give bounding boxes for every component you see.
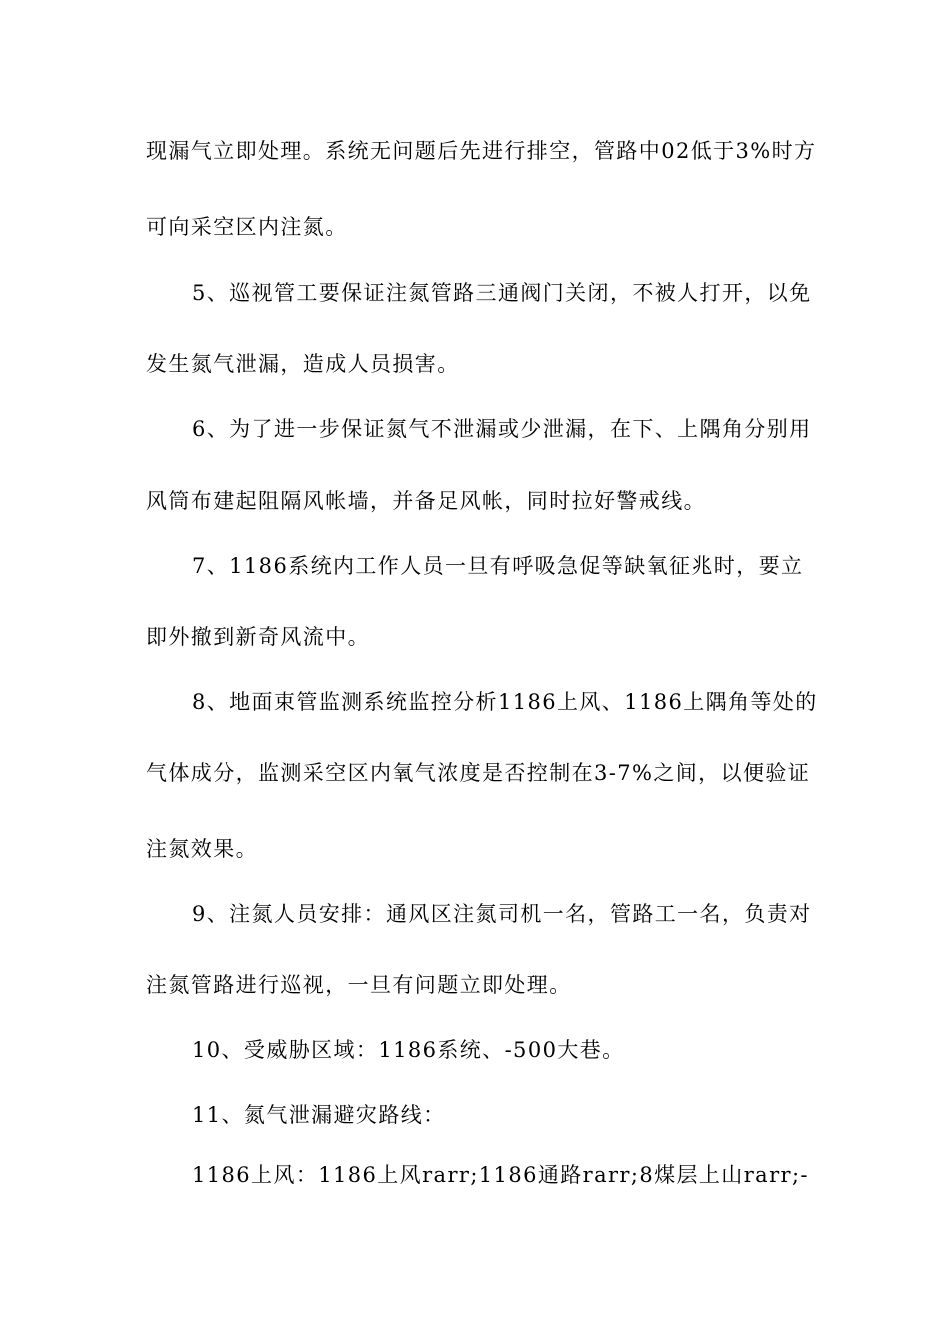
list-item-8: 8、地面束管监测系统监控分析1186上风、1186上隅角等处的 (192, 690, 818, 714)
paragraph-line: 可向采空区内注氮。 (146, 215, 348, 239)
list-item-11: 11、氮气泄漏避灾路线： (192, 1103, 446, 1127)
paragraph-line: 注氮效果。 (146, 837, 258, 861)
list-item-7: 7、1186系统内工作人员一旦有呼吸急促等缺氧征兆时，要立 (192, 554, 804, 578)
paragraph-line: 风筒布建起阻隔风帐墙，并备足风帐，同时拉好警戒线。 (146, 489, 706, 513)
paragraph-line: 发生氮气泄漏，造成人员损害。 (146, 352, 460, 376)
paragraph-line: 即外撤到新奇风流中。 (146, 625, 370, 649)
list-item-5: 5、巡视管工要保证注氮管路三通阀门关闭，不被人打开，以免 (192, 281, 812, 305)
route-line: 1186上风：1186上风rarr;1186通路rarr;8煤层上山rarr;- (192, 1163, 809, 1187)
paragraph-line: 注氮管路进行巡视，一旦有问题立即处理。 (146, 973, 572, 997)
list-item-6: 6、为了进一步保证氮气不泄漏或少泄漏，在下、上隅角分别用 (192, 417, 812, 441)
list-item-9: 9、注氮人员安排：通风区注氮司机一名，管路工一名，负责对 (192, 902, 812, 926)
list-item-10: 10、受威胁区域：1186系统、-500大巷。 (192, 1038, 625, 1062)
paragraph-line: 气体成分，监测采空区内氧气浓度是否控制在3-7%之间，以便验证 (146, 761, 811, 785)
paragraph-line: 现漏气立即处理。系统无问题后先进行排空，管路中02低于3%时方 (146, 139, 817, 163)
